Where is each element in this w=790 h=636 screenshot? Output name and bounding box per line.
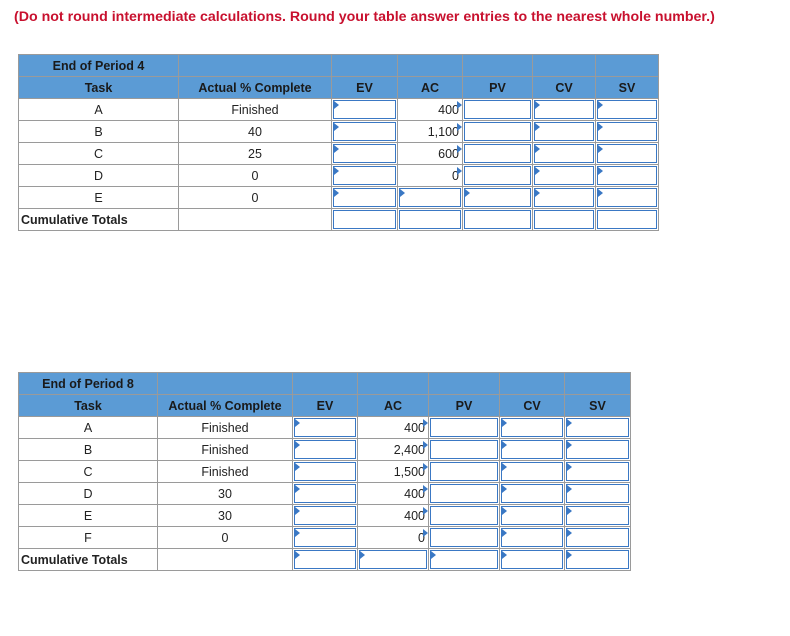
- input-flag-icon: [295, 551, 300, 559]
- input-flag-icon: [457, 145, 462, 153]
- input-flag-icon: [295, 529, 300, 537]
- input-flag-icon: [535, 145, 540, 153]
- cumulative-totals-label: Cumulative Totals: [19, 549, 158, 571]
- input-flag-icon: [334, 167, 339, 175]
- input-flag-icon: [295, 419, 300, 427]
- input-flag-icon: [295, 507, 300, 515]
- ev-input[interactable]: [293, 483, 358, 505]
- period-label: End of Period 8: [19, 373, 158, 395]
- cv-input[interactable]: [500, 505, 565, 527]
- input-flag-icon: [334, 145, 339, 153]
- input-flag-icon: [567, 419, 572, 427]
- actual-complete-cell: 30: [158, 483, 293, 505]
- input-flag-icon: [567, 485, 572, 493]
- ev-input[interactable]: [332, 165, 398, 187]
- task-cell: C: [19, 143, 179, 165]
- input-flag-icon: [334, 189, 339, 197]
- table-row: [19, 483, 631, 505]
- sv-input[interactable]: [565, 505, 631, 527]
- cv-input[interactable]: [533, 121, 596, 143]
- ev-input[interactable]: [293, 527, 358, 549]
- table-row: [19, 439, 631, 461]
- sv-input[interactable]: [596, 143, 659, 165]
- totals-row: [19, 549, 631, 571]
- header-sv: SV: [565, 395, 631, 417]
- table-row: [19, 121, 659, 143]
- actual-complete-cell: Finished: [179, 99, 332, 121]
- input-flag-icon: [502, 485, 507, 493]
- header-task: Task: [19, 77, 179, 99]
- input-flag-icon: [598, 123, 603, 131]
- header-ac: AC: [358, 395, 429, 417]
- input-flag-icon: [457, 167, 462, 175]
- input-flag-icon: [502, 463, 507, 471]
- header-ev: EV: [332, 77, 398, 99]
- input-flag-icon: [567, 551, 572, 559]
- sv-input[interactable]: [565, 461, 631, 483]
- table-row: [19, 505, 631, 527]
- pv-input[interactable]: [463, 121, 533, 143]
- input-flag-icon: [423, 485, 428, 493]
- ac-cell: 2,400: [358, 439, 429, 461]
- period-4-table: [18, 54, 659, 231]
- table-row: [19, 143, 659, 165]
- ev-input[interactable]: [332, 187, 398, 209]
- pv-input[interactable]: [429, 483, 500, 505]
- input-flag-icon: [502, 441, 507, 449]
- sv-input[interactable]: [596, 99, 659, 121]
- task-cell: E: [19, 187, 179, 209]
- cumulative-totals-label: Cumulative Totals: [19, 209, 179, 231]
- cv-input[interactable]: [500, 483, 565, 505]
- pv-input[interactable]: [429, 527, 500, 549]
- pv-input[interactable]: [429, 439, 500, 461]
- pv-input[interactable]: [429, 461, 500, 483]
- input-flag-icon: [502, 551, 507, 559]
- ac-cell: 1,500: [358, 461, 429, 483]
- ac-cell: 400: [398, 99, 463, 121]
- input-flag-icon: [334, 101, 339, 109]
- input-flag-icon: [567, 507, 572, 515]
- cv-input[interactable]: [500, 439, 565, 461]
- actual-complete-cell: 0: [179, 187, 332, 209]
- table-row: [19, 187, 659, 209]
- input-flag-icon: [423, 441, 428, 449]
- input-flag-icon: [360, 551, 365, 559]
- header-pv: PV: [463, 77, 533, 99]
- totals-row: [19, 209, 659, 231]
- cv-input[interactable]: [533, 143, 596, 165]
- ac-cell: 400: [358, 505, 429, 527]
- task-cell: E: [19, 505, 158, 527]
- header-ev: EV: [293, 395, 358, 417]
- input-flag-icon: [598, 189, 603, 197]
- input-flag-icon: [423, 463, 428, 471]
- input-flag-icon: [502, 507, 507, 515]
- input-flag-icon: [535, 189, 540, 197]
- cv-input[interactable]: [500, 527, 565, 549]
- period-label: End of Period 4: [19, 55, 179, 77]
- ev-total-input[interactable]: [293, 549, 358, 571]
- input-flag-icon: [567, 463, 572, 471]
- actual-complete-cell: 40: [179, 121, 332, 143]
- input-flag-icon: [457, 101, 462, 109]
- table-row: [19, 417, 631, 439]
- sv-input[interactable]: [565, 527, 631, 549]
- table-row: [19, 461, 631, 483]
- ev-input[interactable]: [332, 121, 398, 143]
- task-cell: F: [19, 527, 158, 549]
- cv-input[interactable]: [533, 165, 596, 187]
- input-flag-icon: [465, 189, 470, 197]
- cv-total-input[interactable]: [533, 209, 596, 231]
- ac-cell: 400: [358, 417, 429, 439]
- header-task: Task: [19, 395, 158, 417]
- cv-input[interactable]: [500, 461, 565, 483]
- table-row: [19, 165, 659, 187]
- input-flag-icon: [535, 167, 540, 175]
- ac-total-input[interactable]: [398, 209, 463, 231]
- input-flag-icon: [598, 101, 603, 109]
- sv-input[interactable]: [565, 417, 631, 439]
- header-cv: CV: [500, 395, 565, 417]
- cv-input[interactable]: [500, 417, 565, 439]
- header-ac: AC: [398, 77, 463, 99]
- header-actual-complete: Actual % Complete: [179, 77, 332, 99]
- task-cell: B: [19, 439, 158, 461]
- input-flag-icon: [423, 507, 428, 515]
- cv-input[interactable]: [533, 99, 596, 121]
- task-cell: A: [19, 417, 158, 439]
- ac-cell: 0: [398, 165, 463, 187]
- actual-complete-cell: 0: [158, 527, 293, 549]
- input-flag-icon: [535, 101, 540, 109]
- input-flag-icon: [295, 485, 300, 493]
- pv-input[interactable]: [429, 505, 500, 527]
- ac-cell: 1,100: [398, 121, 463, 143]
- sv-input[interactable]: [565, 483, 631, 505]
- task-cell: C: [19, 461, 158, 483]
- task-cell: B: [19, 121, 179, 143]
- input-flag-icon: [423, 419, 428, 427]
- pv-total-input[interactable]: [429, 549, 500, 571]
- pv-input[interactable]: [463, 187, 533, 209]
- actual-complete-cell: Finished: [158, 439, 293, 461]
- input-flag-icon: [334, 123, 339, 131]
- input-flag-icon: [400, 189, 405, 197]
- pv-input[interactable]: [463, 99, 533, 121]
- ev-input[interactable]: [293, 505, 358, 527]
- ac-cell: 0: [358, 527, 429, 549]
- input-flag-icon: [295, 463, 300, 471]
- actual-complete-cell: 0: [179, 165, 332, 187]
- input-flag-icon: [598, 145, 603, 153]
- ev-input[interactable]: [332, 143, 398, 165]
- period-8-table: [18, 372, 631, 571]
- sv-input[interactable]: [565, 439, 631, 461]
- pv-input[interactable]: [463, 165, 533, 187]
- header-pv: PV: [429, 395, 500, 417]
- input-flag-icon: [295, 441, 300, 449]
- ev-total-input[interactable]: [332, 209, 398, 231]
- input-flag-icon: [567, 529, 572, 537]
- input-flag-icon: [598, 167, 603, 175]
- ev-input[interactable]: [293, 439, 358, 461]
- header-actual-complete: Actual % Complete: [158, 395, 293, 417]
- ac-input[interactable]: [398, 187, 463, 209]
- sv-input[interactable]: [596, 121, 659, 143]
- actual-complete-cell: 30: [158, 505, 293, 527]
- sv-input[interactable]: [596, 187, 659, 209]
- sv-total-input[interactable]: [565, 549, 631, 571]
- pv-input[interactable]: [463, 143, 533, 165]
- ev-input[interactable]: [293, 461, 358, 483]
- input-flag-icon: [535, 123, 540, 131]
- instructions: (Do not round intermediate calculations. Round your table answer entries to the nearest whole number.): [14, 9, 715, 25]
- sv-total-input[interactable]: [596, 209, 659, 231]
- cv-total-input[interactable]: [500, 549, 565, 571]
- pv-input[interactable]: [429, 417, 500, 439]
- actual-complete-cell: 25: [179, 143, 332, 165]
- cv-input[interactable]: [533, 187, 596, 209]
- input-flag-icon: [457, 123, 462, 131]
- input-flag-icon: [502, 529, 507, 537]
- input-flag-icon: [502, 419, 507, 427]
- ac-total-input[interactable]: [358, 549, 429, 571]
- pv-total-input[interactable]: [463, 209, 533, 231]
- actual-complete-cell: Finished: [158, 461, 293, 483]
- input-flag-icon: [567, 441, 572, 449]
- sv-input[interactable]: [596, 165, 659, 187]
- table-row: [19, 99, 659, 121]
- ev-input[interactable]: [332, 99, 398, 121]
- actual-complete-cell: Finished: [158, 417, 293, 439]
- task-cell: D: [19, 483, 158, 505]
- ac-cell: 400: [358, 483, 429, 505]
- table-row: [19, 527, 631, 549]
- input-flag-icon: [431, 551, 436, 559]
- task-cell: A: [19, 99, 179, 121]
- header-sv: SV: [596, 77, 659, 99]
- input-flag-icon: [423, 529, 428, 537]
- header-cv: CV: [533, 77, 596, 99]
- ev-input[interactable]: [293, 417, 358, 439]
- ac-cell: 600: [398, 143, 463, 165]
- task-cell: D: [19, 165, 179, 187]
